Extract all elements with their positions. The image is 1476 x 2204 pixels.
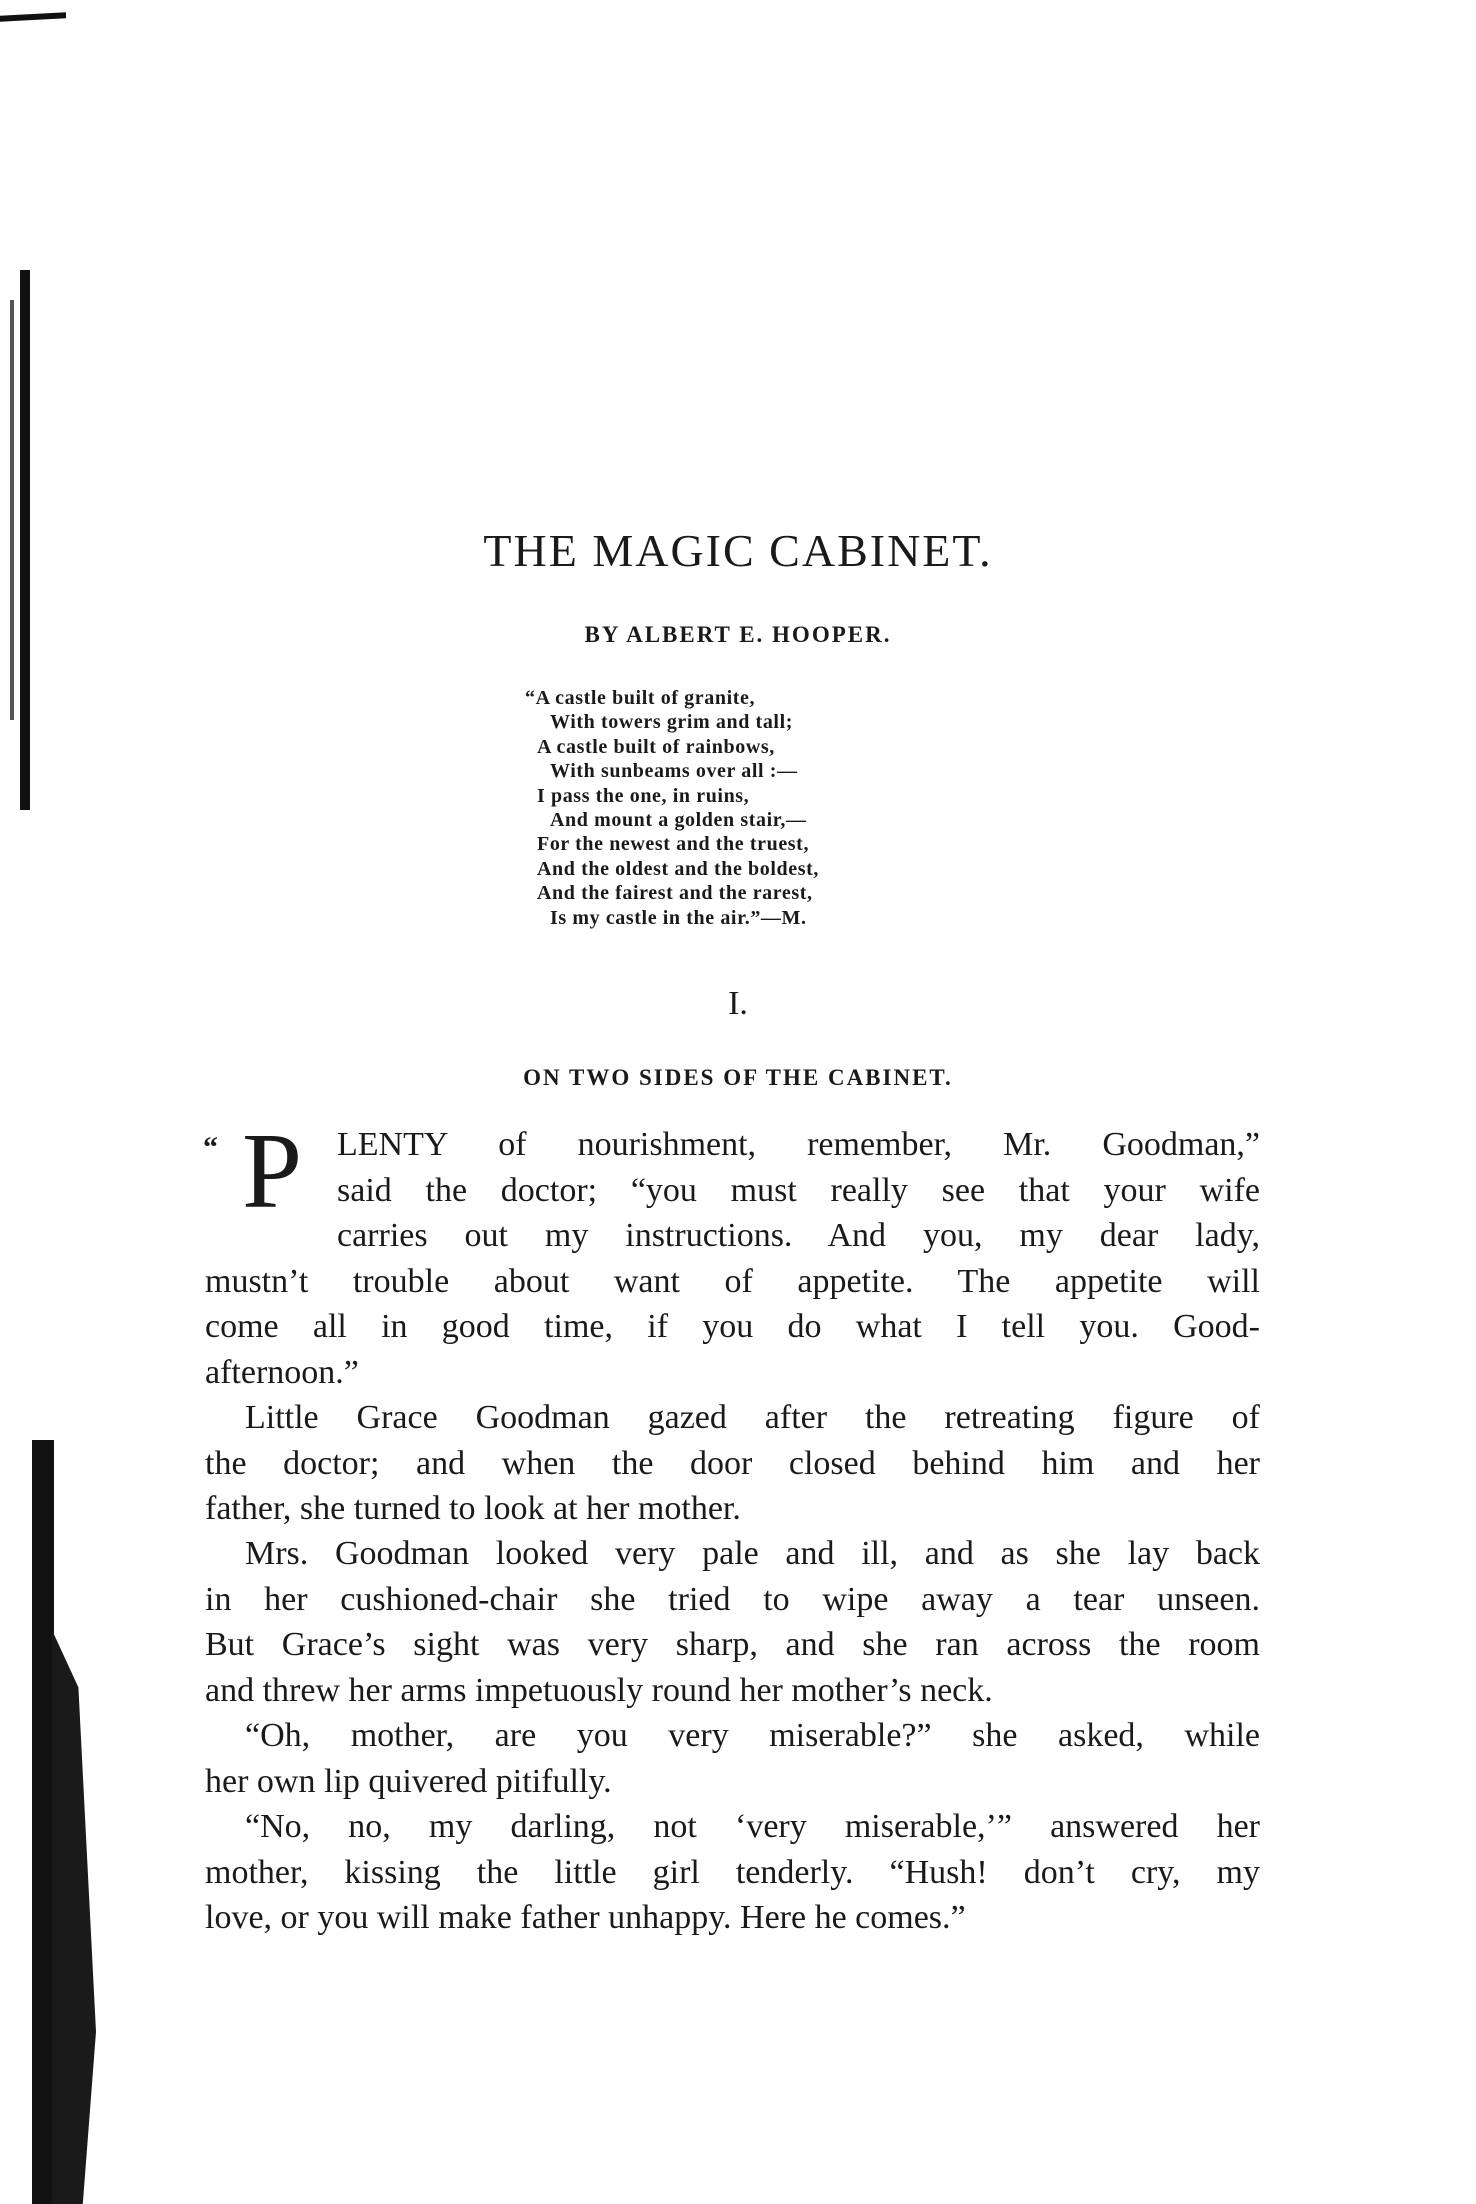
paragraph-5: [205, 1804, 1260, 1941]
epigraph-poem: [525, 686, 819, 930]
text-line: carries out my instructions. And you, my dear lady,: [337, 1217, 1260, 1254]
chapter-number: I.: [728, 985, 748, 1022]
scan-edge-shadow: [32, 1440, 54, 2204]
text-line: Mrs. Goodman looked very pale and ill, and as she lay back: [245, 1535, 1260, 1572]
text-line: “Oh, mother, are you very miserable?” she asked, while: [245, 1717, 1260, 1754]
poem-line: And the oldest and the boldest,: [537, 857, 819, 880]
paragraph-4: [205, 1713, 1260, 1804]
poem-line: And the fairest and the rarest,: [537, 882, 813, 905]
text-line: and threw her arms impetuously round her mother’s neck.: [205, 1671, 993, 1709]
paragraph-1: [205, 1122, 1260, 1395]
poem-line: With towers grim and tall;: [550, 711, 793, 734]
dropcap-quote: “: [203, 1131, 218, 1164]
poem-line: A castle built of rainbows,: [537, 735, 775, 758]
text-line: afternoon.”: [205, 1353, 359, 1391]
text-line: “No, no, my darling, not ‘very miserable,’” answered her: [245, 1808, 1260, 1845]
poem-line: I pass the one, in ruins,: [537, 784, 750, 807]
text-line: said the doctor; “you must really see that your wife: [337, 1171, 1260, 1209]
scan-edge-shadow: [52, 1630, 96, 2204]
paragraph-3: [205, 1531, 1260, 1713]
poem-line: And mount a golden stair,—: [550, 808, 807, 831]
text-line: love, or you will make father unhappy. Here he comes.”: [205, 1899, 966, 1936]
scan-edge-mark: [0, 12, 66, 21]
poem-line: For the newest and the truest,: [537, 833, 810, 856]
author-byline: BY ALBERT E. HOOPER.: [584, 622, 892, 647]
text-line: LENTY of nourishment, remember, Mr. Goodman,”: [337, 1126, 1260, 1163]
paragraph-2: [205, 1395, 1260, 1532]
poem-line: “A castle built of granite,: [525, 687, 756, 709]
poem-line: Is my castle in the air.”—M.: [550, 906, 807, 929]
text-line: But Grace’s sight was very sharp, and she ran across the room: [205, 1626, 1260, 1663]
story-title: THE MAGIC CABINET.: [483, 525, 993, 576]
text-line: Little Grace Goodman gazed after the retreating figure of: [245, 1399, 1260, 1436]
text-line: the doctor; and when the door closed behind him and her: [205, 1444, 1260, 1482]
text-line: her own lip quivered pitifully.: [205, 1762, 612, 1800]
text-line: mustn’t trouble about want of appetite. The appetite will: [205, 1262, 1260, 1300]
dropcap-letter: P: [242, 1112, 303, 1231]
text-line: in her cushioned-chair she tried to wipe away a tear unseen.: [205, 1580, 1260, 1618]
chapter-title: ON TWO SIDES OF THE CABINET.: [523, 1065, 953, 1090]
poem-line: With sunbeams over all :—: [550, 760, 798, 783]
text-line: mother, kissing the little girl tenderly. “Hush! don’t cry, my: [205, 1853, 1260, 1891]
text-line: father, she turned to look at her mother.: [205, 1490, 741, 1527]
text-line: come all in good time, if you do what I tell you. Good-: [205, 1308, 1260, 1345]
scan-edge-shadow: [10, 300, 14, 720]
